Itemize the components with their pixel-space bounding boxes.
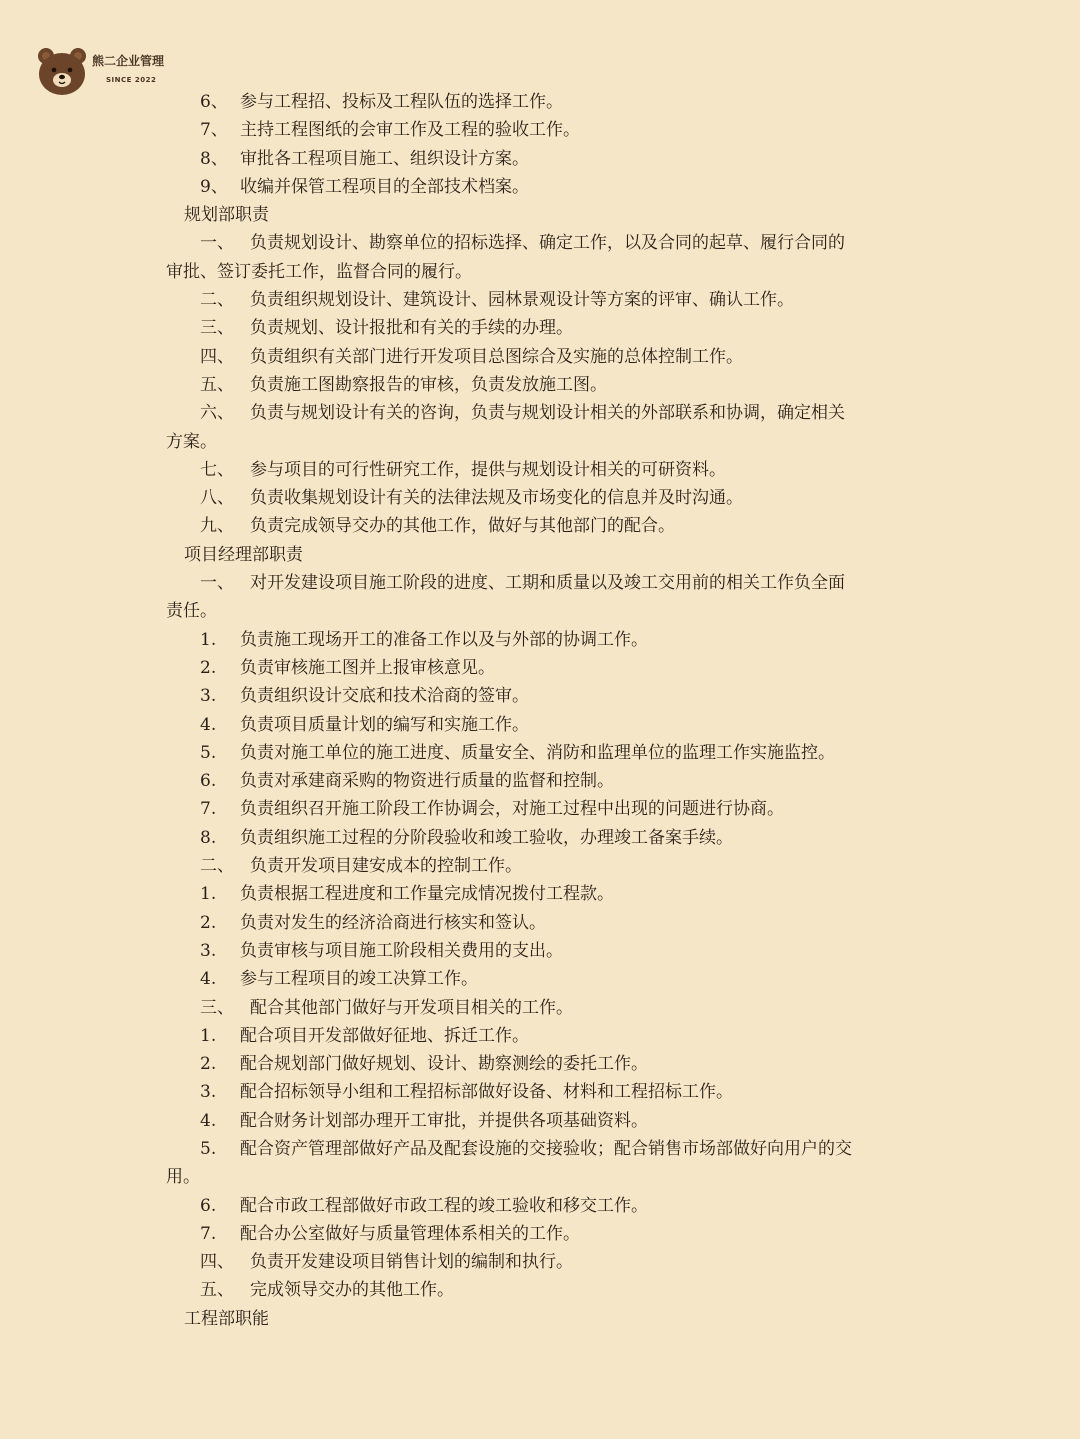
list-item	[0, 1022, 1080, 1050]
list-item	[0, 1276, 1080, 1304]
list-item	[0, 1078, 1080, 1106]
list-item-text: 参与项目的可行性研究工作，提供与规划设计相关的可研资料。	[250, 459, 726, 480]
list-item-marker: 六、	[200, 403, 234, 424]
list-item-text: 配合市政工程部做好市政工程的竣工验收和移交工作。	[240, 1195, 648, 1216]
list-item	[0, 88, 1080, 116]
list-item-marker: 2.	[200, 1054, 217, 1075]
list-item	[0, 512, 1080, 540]
list-item-marker: 1.	[200, 884, 217, 905]
list-item	[0, 173, 1080, 201]
list-item-marker: 5.	[200, 1138, 217, 1159]
list-item-text: 负责组织规划设计、建筑设计、园林景观设计等方案的评审、确认工作。	[250, 290, 794, 311]
list-item-text: 负责开发项目建安成本的控制工作。	[250, 856, 522, 877]
list-item-text: 责任。	[166, 601, 217, 622]
list-item-text: 负责组织施工过程的分阶段验收和竣工验收，办理竣工备案手续。	[240, 827, 733, 848]
list-item-marker: 8、	[200, 148, 228, 169]
list-item	[0, 1192, 1080, 1220]
list-item-text: 配合项目开发部做好征地、拆迁工作。	[240, 1025, 529, 1046]
brand-since: SINCE 2022	[106, 76, 157, 84]
list-item-marker: 7.	[200, 1223, 217, 1244]
list-item-text: 负责对承建商采购的物资进行质量的监督和控制。	[240, 771, 614, 792]
list-item-text: 配合办公室做好与质量管理体系相关的工作。	[240, 1223, 580, 1244]
list-item	[0, 456, 1080, 484]
list-item	[0, 145, 1080, 173]
list-item-text: 配合其他部门做好与开发项目相关的工作。	[250, 997, 573, 1018]
list-item-text: 负责组织设计交底和技术洽商的签审。	[240, 686, 529, 707]
list-item	[0, 1050, 1080, 1078]
list-item	[0, 880, 1080, 908]
list-item	[0, 484, 1080, 512]
list-item-marker: 4.	[200, 1110, 217, 1131]
list-item-continuation	[0, 1163, 1080, 1191]
list-item	[0, 767, 1080, 795]
list-item	[0, 569, 1080, 597]
list-item	[0, 824, 1080, 852]
list-item	[0, 965, 1080, 993]
list-item-text: 用。	[166, 1167, 200, 1188]
list-item-text: 负责规划、设计报批和有关的手续的办理。	[250, 318, 573, 339]
list-item-text: 审批、签订委托工作，监督合同的履行。	[166, 261, 472, 282]
list-item-marker: 4.	[200, 714, 217, 735]
list-item-text: 负责收集规划设计有关的法律法规及市场变化的信息并及时沟通。	[250, 488, 743, 509]
list-item-marker: 7、	[200, 120, 228, 141]
list-item	[0, 909, 1080, 937]
list-item-marker: 9、	[200, 176, 228, 197]
list-item	[0, 1220, 1080, 1248]
list-item-text: 配合招标领导小组和工程招标部做好设备、材料和工程招标工作。	[240, 1082, 733, 1103]
list-item	[0, 371, 1080, 399]
list-item-continuation	[0, 428, 1080, 456]
section-heading-text: 规划部职责	[184, 205, 269, 226]
list-item	[0, 314, 1080, 342]
list-item-text: 负责开发建设项目销售计划的编制和执行。	[250, 1252, 573, 1273]
list-item-text: 配合规划部门做好规划、设计、勘察测绘的委托工作。	[240, 1054, 648, 1075]
list-item	[0, 852, 1080, 880]
list-item-marker: 1.	[200, 629, 217, 650]
list-item-marker: 1.	[200, 1025, 217, 1046]
section-heading	[0, 541, 1080, 569]
list-item-text: 负责对发生的经济洽商进行核实和签认。	[240, 912, 546, 933]
list-item-text: 审批各工程项目施工、组织设计方案。	[240, 148, 529, 169]
list-item	[0, 286, 1080, 314]
list-item	[0, 682, 1080, 710]
list-item-marker: 6、	[200, 92, 228, 112]
list-item-text: 收编并保管工程项目的全部技术档案。	[240, 176, 529, 197]
list-item-marker: 3.	[200, 940, 217, 961]
list-item-text: 完成领导交办的其他工作。	[250, 1280, 454, 1301]
list-item	[0, 994, 1080, 1022]
list-item-marker: 四、	[200, 1252, 234, 1273]
list-item-marker: 二、	[200, 856, 234, 877]
list-item-marker: 5.	[200, 742, 217, 763]
list-item-marker: 8.	[200, 827, 217, 848]
list-item-text: 负责完成领导交办的其他工作，做好与其他部门的配合。	[250, 516, 675, 537]
list-item-text: 负责项目质量计划的编写和实施工作。	[240, 714, 529, 735]
list-item-marker: 九、	[200, 516, 234, 537]
list-item-marker: 4.	[200, 969, 217, 990]
list-item-text: 参与工程招、投标及工程队伍的选择工作。	[240, 92, 563, 112]
list-item-text: 负责根据工程进度和工作量完成情况拨付工程款。	[240, 884, 614, 905]
list-item-marker: 3.	[200, 686, 217, 707]
list-item-text: 负责施工图勘察报告的审核，负责发放施工图。	[250, 374, 607, 395]
list-item-text: 主持工程图纸的会审工作及工程的验收工作。	[240, 120, 580, 141]
list-item	[0, 654, 1080, 682]
list-item-marker: 6.	[200, 771, 217, 792]
list-item-marker: 6.	[200, 1195, 217, 1216]
list-item-text: 负责对施工单位的施工进度、质量安全、消防和监理单位的监理工作实施监控。	[240, 742, 835, 763]
list-item	[0, 1135, 1080, 1163]
list-item-marker: 四、	[200, 346, 234, 367]
list-item-marker: 七、	[200, 459, 234, 480]
list-item-marker: 二、	[200, 290, 234, 311]
list-item-text: 负责组织有关部门进行开发项目总图综合及实施的总体控制工作。	[250, 346, 743, 367]
section-heading	[0, 201, 1080, 229]
list-item	[0, 626, 1080, 654]
list-item-text: 参与工程项目的竣工决算工作。	[240, 969, 478, 990]
document-body	[0, 88, 1080, 1333]
list-item-marker: 2.	[200, 912, 217, 933]
list-item-marker: 一、	[200, 233, 234, 254]
list-item	[0, 739, 1080, 767]
list-item	[0, 1248, 1080, 1276]
list-item-text: 配合财务计划部办理开工审批，并提供各项基础资料。	[240, 1110, 648, 1131]
section-heading-text: 项目经理部职责	[184, 544, 303, 565]
list-item	[0, 795, 1080, 823]
list-item-marker: 3.	[200, 1082, 217, 1103]
list-item-marker: 八、	[200, 488, 234, 509]
list-item-marker: 三、	[200, 318, 234, 339]
list-item-text: 负责审核与项目施工阶段相关费用的支出。	[240, 940, 563, 961]
list-item-marker: 三、	[200, 997, 234, 1018]
list-item-text: 方案。	[166, 431, 217, 452]
list-item-continuation	[0, 597, 1080, 625]
list-item	[0, 1107, 1080, 1135]
list-item	[0, 116, 1080, 144]
section-heading-text: 工程部职能	[184, 1308, 269, 1329]
list-item-marker: 五、	[200, 1280, 234, 1301]
list-item-marker: 7.	[200, 799, 217, 820]
list-item	[0, 343, 1080, 371]
brand-name: 熊二企业管理	[92, 54, 165, 68]
list-item-text: 配合资产管理部做好产品及配套设施的交接验收；配合销售市场部做好向用户的交	[240, 1138, 852, 1159]
list-item-text: 负责与规划设计有关的咨询，负责与规划设计相关的外部联系和协调，确定相关	[250, 403, 845, 424]
list-item-marker: 一、	[200, 573, 234, 594]
list-item	[0, 399, 1080, 427]
list-item	[0, 711, 1080, 739]
list-item-text: 负责组织召开施工阶段工作协调会，对施工过程中出现的问题进行协商。	[240, 799, 784, 820]
list-item-marker: 2.	[200, 657, 217, 678]
list-item-text: 负责审核施工图并上报审核意见。	[240, 657, 495, 678]
list-item-continuation	[0, 258, 1080, 286]
list-item-text: 对开发建设项目施工阶段的进度、工期和质量以及竣工交用前的相关工作负全面	[250, 573, 845, 594]
section-heading	[0, 1305, 1080, 1333]
list-item	[0, 229, 1080, 257]
list-item-text: 负责规划设计、勘察单位的招标选择、确定工作，以及合同的起草、履行合同的	[250, 233, 845, 254]
list-item-marker: 五、	[200, 374, 234, 395]
list-item-text: 负责施工现场开工的准备工作以及与外部的协调工作。	[240, 629, 648, 650]
list-item	[0, 937, 1080, 965]
